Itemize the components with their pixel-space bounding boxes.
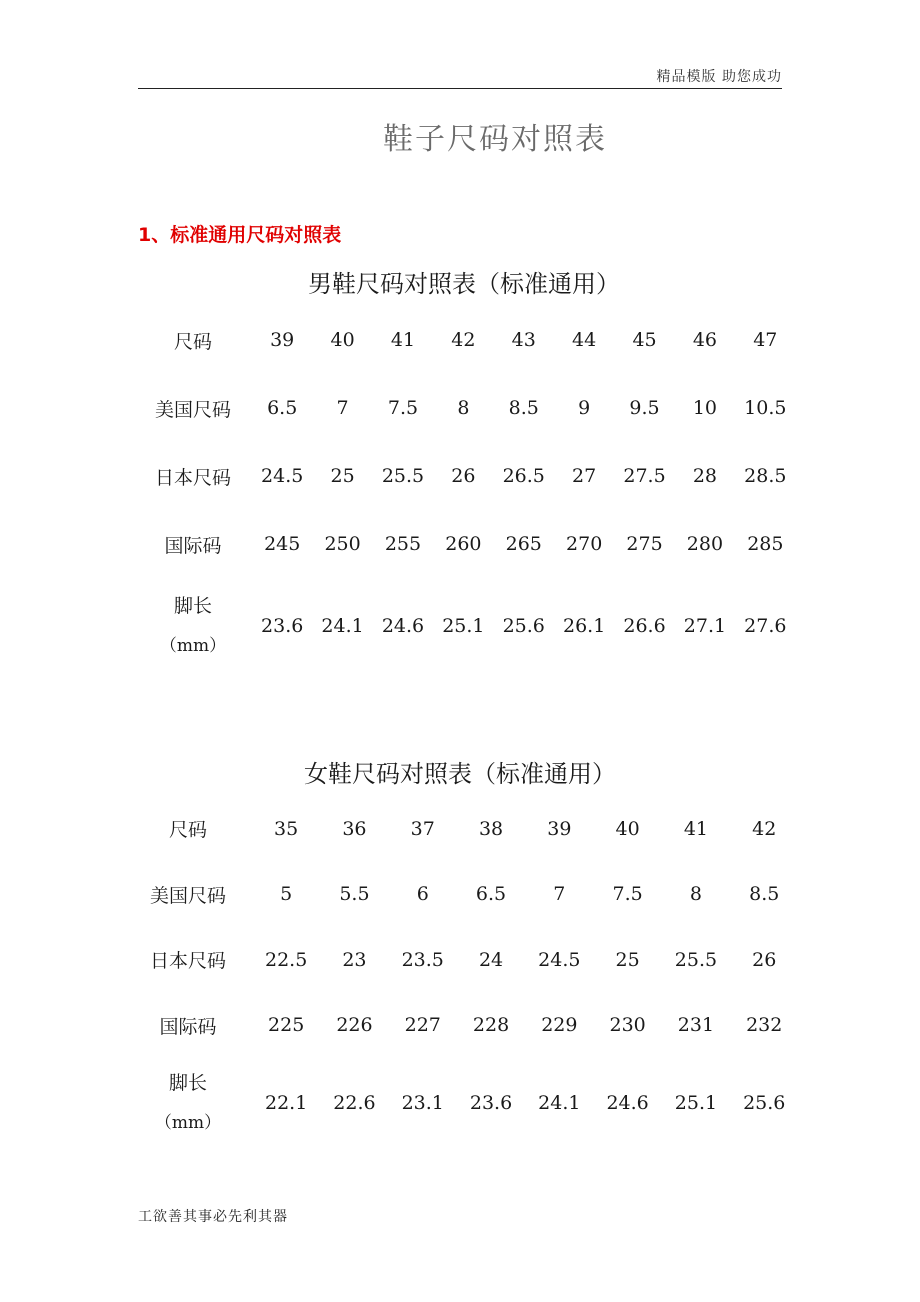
table-cell: 23.6 — [261, 615, 304, 637]
table-cell: 22.5 — [264, 948, 308, 971]
table-cell: 26 — [451, 465, 476, 487]
table-cell: 22.1 — [264, 1092, 308, 1114]
table-cell: 23.5 — [401, 948, 444, 971]
table-cell: 26.6 — [623, 615, 666, 637]
table-cell: 28 — [692, 465, 718, 487]
table-cell: 27.5 — [623, 465, 666, 487]
table-cell: 37 — [410, 817, 435, 840]
table-cell: 39 — [547, 817, 572, 840]
row-label-unit: （mm） — [159, 636, 227, 656]
document-title: 鞋子尺码对照表 — [383, 122, 607, 157]
row-label: 美国尺码 — [149, 884, 226, 907]
table-cell: 25.1 — [674, 1092, 718, 1114]
table-cell: 42 — [451, 329, 476, 351]
table-row — [134, 442, 796, 510]
men-size-table — [134, 306, 796, 674]
table-cell: 5.5 — [339, 883, 370, 906]
women-table-title: 女鞋尺码对照表（标准通用） — [304, 760, 616, 788]
row-label: 国际码 — [159, 1015, 217, 1038]
table-cell: 229 — [541, 1014, 578, 1037]
table-cell: 39 — [270, 329, 295, 351]
table-cell: 26.5 — [502, 465, 545, 487]
row-label: 尺码 — [168, 819, 207, 842]
table-cell: 5 — [280, 883, 293, 906]
table-cell: 24.6 — [606, 1092, 649, 1114]
page-footer-text: 工欲善其事必先利其器 — [138, 1209, 288, 1225]
table-cell: 8.5 — [749, 883, 780, 906]
table-cell: 6 — [416, 883, 429, 906]
table-cell: 250 — [324, 533, 361, 555]
row-label: 日本尺码 — [154, 466, 231, 489]
table-cell: 44 — [572, 329, 597, 351]
table-cell: 9.5 — [629, 397, 660, 419]
row-label-unit: （mm） — [154, 1113, 222, 1133]
table-cell: 40 — [330, 329, 355, 351]
table-cell: 226 — [336, 1014, 373, 1037]
row-label: 美国尺码 — [154, 398, 231, 421]
table-cell: 10.5 — [744, 397, 787, 419]
table-cell: 25.5 — [674, 948, 718, 971]
table-row — [134, 374, 796, 442]
table-row — [134, 306, 796, 374]
row-label — [124, 1058, 252, 1148]
table-cell: 27 — [572, 465, 597, 487]
header-divider — [138, 88, 782, 89]
table-cell: 24.6 — [381, 615, 425, 637]
table-cell: 227 — [404, 1014, 441, 1037]
table-cell: 27.1 — [683, 615, 727, 637]
table-cell: 232 — [746, 1014, 783, 1037]
section-heading: 1、标准通用尺码对照表 — [138, 224, 342, 246]
table-row — [124, 927, 798, 993]
table-cell: 6.5 — [475, 883, 507, 906]
table-cell: 285 — [747, 533, 784, 555]
table-cell: 8 — [689, 883, 702, 906]
table-cell: 260 — [445, 533, 482, 555]
table-cell: 26.1 — [562, 615, 606, 637]
table-cell: 255 — [384, 533, 422, 555]
table-cell: 25.6 — [502, 615, 545, 637]
row-label-main: 脚长 — [173, 595, 212, 617]
table-cell: 24 — [478, 948, 504, 971]
table-row — [124, 993, 798, 1059]
table-cell: 23.1 — [401, 1092, 444, 1114]
row-label — [134, 578, 252, 674]
table-cell: 22.6 — [333, 1092, 376, 1114]
table-cell: 40 — [615, 817, 640, 840]
table-cell: 7 — [336, 397, 349, 419]
table-cell: 230 — [609, 1014, 646, 1037]
table-cell: 25.1 — [442, 615, 485, 637]
table-cell: 36 — [342, 817, 367, 840]
table-cell: 245 — [264, 533, 301, 555]
table-cell: 270 — [566, 533, 603, 555]
table-cell: 23 — [342, 948, 367, 971]
table-cell: 275 — [626, 533, 663, 555]
table-cell: 28.5 — [744, 465, 787, 487]
row-label-main: 脚长 — [168, 1072, 207, 1094]
table-row — [134, 578, 796, 674]
table-cell: 46 — [692, 329, 718, 351]
table-cell: 6.5 — [267, 397, 298, 419]
table-cell: 7.5 — [612, 883, 643, 906]
table-cell: 38 — [478, 817, 504, 840]
table-cell: 35 — [274, 817, 299, 840]
table-cell: 45 — [632, 329, 657, 351]
table-cell: 8 — [457, 397, 470, 419]
table-cell: 9 — [578, 397, 591, 419]
table-cell: 7.5 — [387, 397, 419, 419]
table-cell: 43 — [511, 329, 536, 351]
women-size-table — [124, 796, 798, 1148]
table-cell: 25 — [330, 465, 355, 487]
table-cell: 280 — [686, 533, 724, 555]
table-cell: 225 — [268, 1014, 305, 1037]
table-cell: 24.5 — [538, 948, 581, 971]
row-label: 国际码 — [164, 534, 222, 557]
table-cell: 24.1 — [538, 1092, 581, 1114]
table-cell: 7 — [553, 883, 566, 906]
table-cell: 25.6 — [743, 1092, 786, 1114]
table-cell: 42 — [752, 817, 777, 840]
table-cell: 25 — [615, 948, 640, 971]
table-cell: 231 — [677, 1014, 715, 1037]
table-cell: 41 — [683, 817, 709, 840]
table-cell: 24.1 — [321, 615, 364, 637]
table-cell: 10 — [692, 397, 718, 419]
row-label: 日本尺码 — [149, 950, 226, 973]
table-cell: 23.6 — [469, 1092, 513, 1114]
table-cell: 41 — [390, 329, 416, 351]
row-label: 尺码 — [173, 330, 212, 353]
table-cell: 228 — [472, 1014, 510, 1037]
table-cell: 47 — [753, 329, 778, 351]
table-row — [124, 862, 798, 928]
table-row — [124, 1058, 798, 1148]
page-header-text: 精品模版 助您成功 — [656, 69, 782, 85]
table-cell: 26 — [752, 948, 777, 971]
table-row — [134, 510, 796, 578]
men-table-title: 男鞋尺码对照表（标准通用） — [308, 270, 620, 298]
table-row — [124, 796, 798, 862]
table-cell: 8.5 — [508, 397, 539, 419]
table-cell: 265 — [505, 533, 542, 555]
table-cell: 25.5 — [381, 465, 425, 487]
table-cell: 24.5 — [261, 465, 304, 487]
table-cell: 27.6 — [744, 615, 787, 637]
